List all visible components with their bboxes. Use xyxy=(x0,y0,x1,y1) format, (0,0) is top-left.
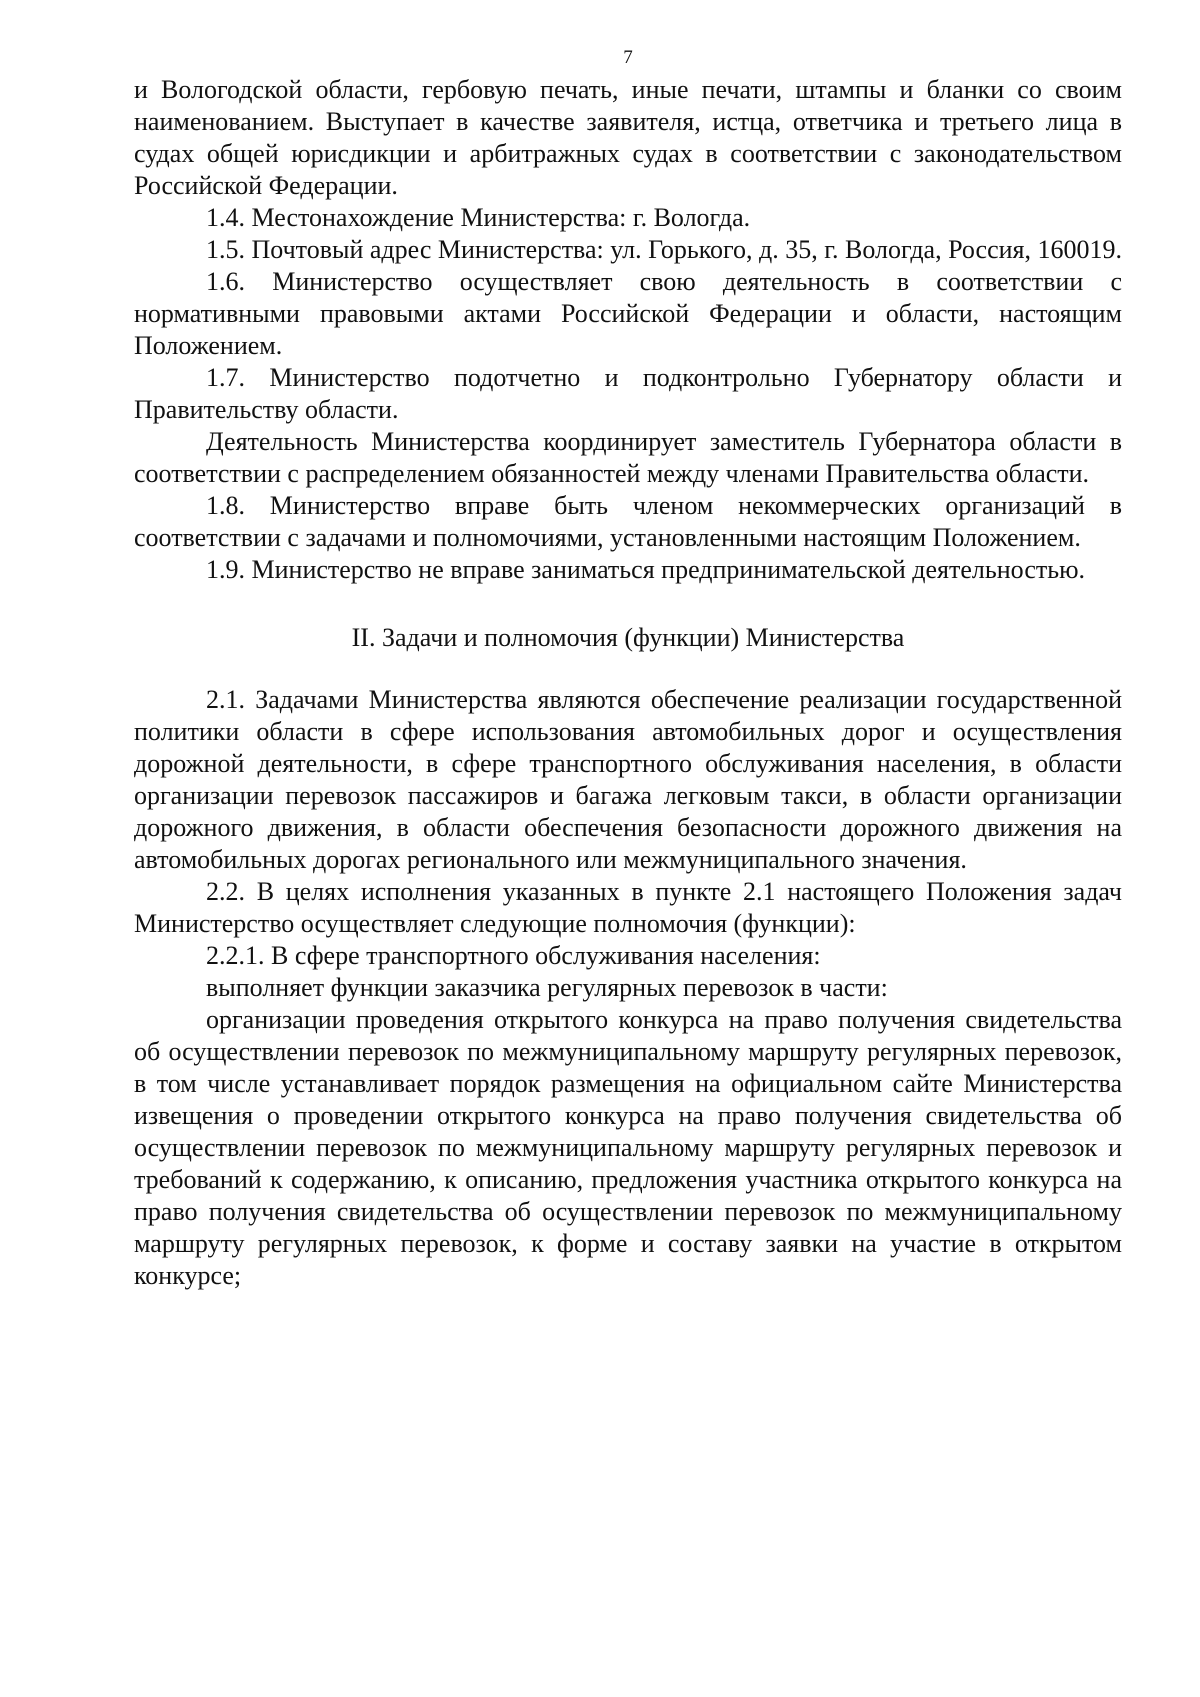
paragraph-1-9: 1.9. Министерство не вправе заниматься предпринимательской деятельностью. xyxy=(206,555,1085,584)
paragraph-1-8: 1.8. Министерство вправе быть членом некоммерческих организаций в соответствии с задачами и полномочиями, установленными настоящим Положением. xyxy=(134,491,1122,552)
paragraph-2-1: 2.1. Задачами Министерства являются обеспечение реализации государственной политики области в сфере использования автомобильных дорог и осуществления дорожной деятельности, в сфере транспортного обслуживания населения, в области организации перевозок пассажиров и багажа легковым такси, в области организации дорожного движения, в области обеспечения безопасности дорожного движения на автомобильных дорогах регионального или межмуниципального значения. xyxy=(134,685,1122,874)
paragraph-competition: организации проведения открытого конкурса на право получения свидетельства об осуществлении перевозок по межмуниципальному маршруту регулярных перевозок, в том числе устанавливает порядок размещения на официальном сайте Министерства извещения о проведении открытого конкурса на право получения свидетельства об осуществлении перевозок по межмуниципальному маршруту регулярных перевозок и требований к содержанию, к описанию, предложения участника открытого конкурса на право получения свидетельства об осуществлении перевозок по межмуниципальному маршруту регулярных перевозок, к форме и составу заявки на участие в открытом конкурсе; xyxy=(134,1005,1122,1290)
paragraph-1-5: 1.5. Почтовый адрес Министерства: ул. Горького, д. 35, г. Вологда, Россия, 160019. xyxy=(206,235,1123,264)
paragraph-2-2: 2.2. В целях исполнения указанных в пункте 2.1 настоящего Положения задач Министерство осуществляет следующие полномочия (функции): xyxy=(134,877,1122,938)
section-heading: II. Задачи и полномочия (функции) Министерства xyxy=(351,623,905,652)
paragraph-1-7: 1.7. Министерство подотчетно и подконтрольно Губернатору области и Правительству области. xyxy=(134,363,1122,424)
paragraph-2-2-1: 2.2.1. В сфере транспортного обслуживания населения: xyxy=(206,941,821,970)
document-page xyxy=(134,48,1122,1292)
paragraph-customer-functions: выполняет функции заказчика регулярных перевозок в части: xyxy=(206,973,888,1002)
paragraph-coordination: Деятельность Министерства координирует заместитель Губернатора области в соответствии с распределением обязанностей между членами Правительства области. xyxy=(134,427,1122,488)
paragraph-1-4: 1.4. Местонахождение Министерства: г. Вологда. xyxy=(206,203,751,232)
paragraph-continuation: и Вологодской области, гербовую печать, иные печати, штампы и бланки со своим наименованием. Выступает в качестве заявителя, истца, ответчика и третьего лица в судах общей юрисдикции и арбитражных судах в соответствии с законодательством Российской Федерации. xyxy=(134,75,1122,200)
page-number: 7 xyxy=(623,47,633,68)
paragraph-1-6: 1.6. Министерство осуществляет свою деятельность в соответствии с нормативными правовыми актами Российской Федерации и области, настоящим Положением. xyxy=(134,267,1122,360)
